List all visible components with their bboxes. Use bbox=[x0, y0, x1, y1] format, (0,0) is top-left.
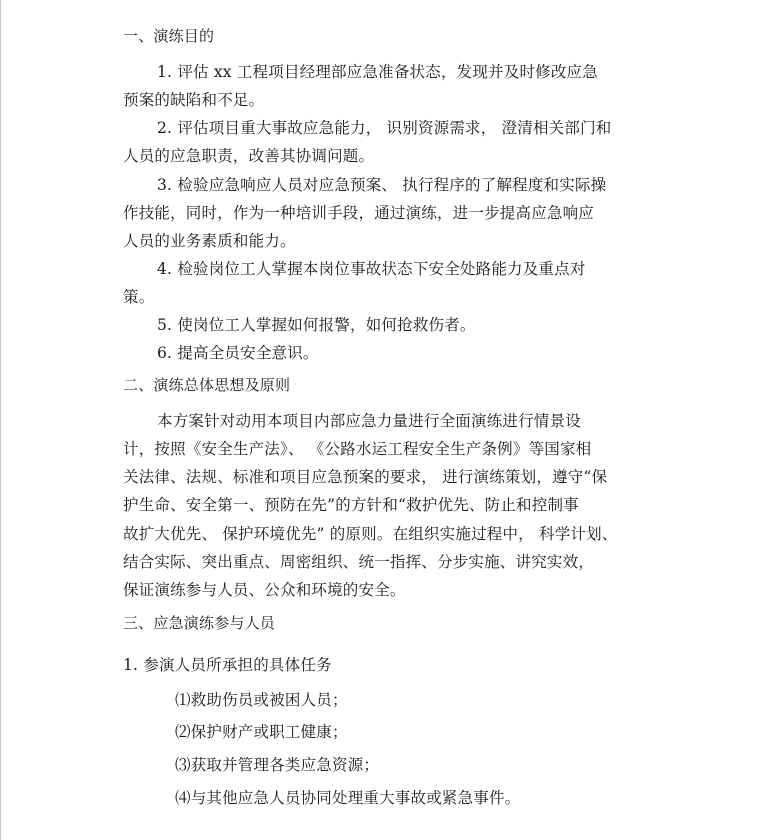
section-heading-participants: 三、应急演练参与人员 bbox=[123, 614, 276, 632]
participants-sub-heading: 1. 参演人员所承担的具体任务 bbox=[123, 656, 332, 674]
principles-line-7: 保证演练参与人员、公众和环境的安全。 bbox=[123, 581, 406, 599]
purpose-item-3-line-3: 人员的业务素质和能力。 bbox=[123, 232, 296, 250]
purpose-item-6: 6. 提高全员安全意识。 bbox=[157, 344, 319, 362]
principles-line-2: 计，按照《安全生产法》、 《公路水运工程安全生产条例》等国家相 bbox=[123, 440, 592, 458]
section-heading-principles: 二、演练总体思想及原则 bbox=[123, 376, 291, 394]
section-heading-purpose: 一、演练目的 bbox=[123, 27, 215, 45]
principles-line-3: 关法律、法规、标准和项目应急预案的要求， 进行演练策划，遵守“保 bbox=[123, 468, 608, 486]
task-item-3: ⑶获取并管理各类应急资源； bbox=[175, 756, 380, 774]
purpose-item-1-line-2: 预案的缺陷和不足。 bbox=[123, 91, 265, 109]
task-item-1: ⑴救助伤员或被困人员； bbox=[175, 691, 348, 709]
task-item-2: ⑵保护财产或职工健康； bbox=[175, 723, 348, 741]
purpose-item-2-line-2: 人员的应急职责，改善其协调问题。 bbox=[123, 147, 375, 165]
principles-line-5: 故扩大优先、 保护环境优先” 的原则。在组织实施过程中， 科学计划、 bbox=[123, 525, 618, 543]
purpose-item-5: 5. 使岗位工人掌握如何报警，如何抢救伤者。 bbox=[157, 316, 476, 334]
page-left-border bbox=[0, 0, 1, 840]
purpose-item-4-line-2: 策。 bbox=[123, 288, 155, 306]
purpose-item-2-line-1: 2. 评估项目重大事故应急能力， 识别资源需求， 澄清相关部门和 bbox=[157, 119, 612, 137]
purpose-item-3-line-2: 作技能，同时，作为一种培训手段，通过演练，进一步提高应急响应 bbox=[123, 204, 595, 222]
purpose-item-1-line-1: 1. 评估 xx 工程项目经理部应急准备状态，发现并及时修改应急 bbox=[157, 63, 598, 81]
principles-line-4: 护生命、安全第一、预防在先”的方针和“救护优先、防止和控制事 bbox=[123, 496, 579, 514]
purpose-item-4-line-1: 4. 检验岗位工人掌握本岗位事故状态下安全处路能力及重点对 bbox=[157, 260, 586, 278]
principles-line-1: 本方案针对动用本项目内部应急力量进行全面演练进行情景设 bbox=[157, 412, 581, 430]
task-item-4: ⑷与其他应急人员协同处理重大事故或紧急事件。 bbox=[175, 789, 521, 807]
purpose-item-3-line-1: 3. 检验应急响应人员对应急预案、 执行程序的了解程度和实际操 bbox=[157, 176, 607, 194]
principles-line-6: 结合实际、突出重点、周密组织、统一指挥、分步实施、讲究实效， bbox=[123, 553, 595, 571]
